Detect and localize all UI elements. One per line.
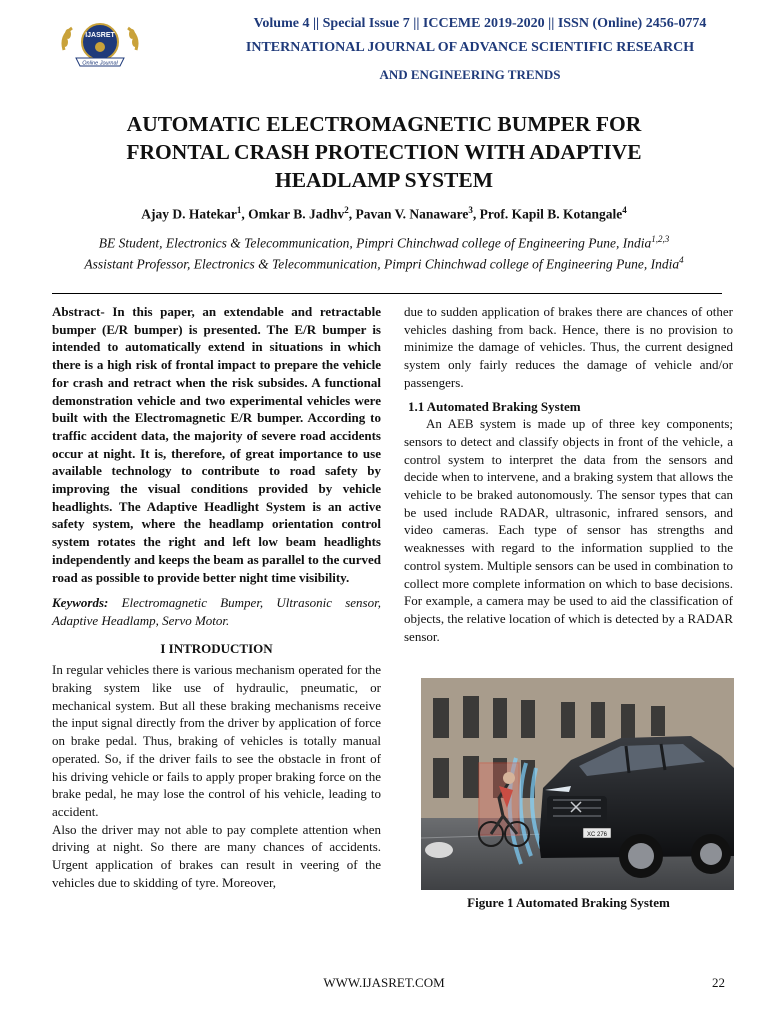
license-plate-text: XC 276 bbox=[586, 832, 608, 838]
author-name: Prof. Kapil B. Kotangale bbox=[479, 206, 623, 222]
affiliation-1-text: BE Student, Electronics & Telecommunication, Pimpri Chinchwad college of Engineering Pune, India bbox=[98, 235, 652, 251]
author-sup: 2 bbox=[344, 205, 349, 215]
author-sup: 4 bbox=[622, 205, 627, 215]
continued-paragraph: due to sudden application of brakes there are chances of other vehicles dashing from back. Hence, there is no provision to minimize the damage of vehicles. Thus, the current designed system only fairly reduces the damage of vehicle and/or passengers. bbox=[404, 304, 733, 390]
journal-logo bbox=[56, 20, 144, 70]
author-sup: 3 bbox=[468, 205, 473, 215]
volume-line: Volume 4 || Special Issue 7 || ICCEME 2019-2020 || ISSN (Online) 2456-0774 bbox=[253, 16, 707, 31]
author-sup: 1 bbox=[236, 205, 242, 215]
affiliations bbox=[50, 231, 718, 272]
header-rule bbox=[52, 293, 722, 294]
figure-caption: Figure 1 Automated Braking System bbox=[467, 895, 670, 910]
author-name: Ajay D. Hatekar bbox=[141, 206, 237, 222]
journal-name-line1: INTERNATIONAL JOURNAL OF ADVANCE SCIENTIFIC RESEARCH bbox=[245, 40, 695, 55]
author-separator: , bbox=[348, 206, 356, 222]
logo-text: IJASRET bbox=[85, 32, 115, 39]
keywords bbox=[52, 594, 381, 629]
logo-ribbon-text: Online Journal bbox=[82, 60, 118, 67]
intro-paragraph-1: In regular vehicles there is various mechanism operated for the braking system like use of hydraulic, pneumatic, or mechanical system. But all these braking mechanisms receive the input signal directly from the driver by application of force on brake pedal. Thus, braking of vehicles is totally manual operated. So, if the driver fails to see the obstacle in front of his driving vehicle or fails to apply proper braking force on the brake pedal, he may lose the control of his vehicle, leading to accident. bbox=[52, 662, 381, 819]
page-number: 22 bbox=[712, 975, 725, 990]
abstract: Abstract- In this paper, an extendable and retractable bumper (E/R bumper) is presented. The E/R bumper is intended to automatically extend in situations in which there is a high risk of frontal impact to prepare the vehicle for crash and retract when the risk subsides. A functional demonstration vehicle and two experimental vehicles were built with the Electromagnetic E/R bumper. According to traffic accident data, the majority of severe road accidents occur at night. It is, therefore, of great importance to use available technology to contribute to road safety by improving the visual conditions provided by vehicle headlights. The Adaptive Headlight System is an active safety system, where the headlamp orientation control system rotates the right and left low beam headlights independently and keeps the beam as parallel to the curved road as possible to provide better night time visibility. bbox=[52, 304, 381, 585]
affiliation-2-text: Assistant Professor, Electronics & Telecommunication, Pimpri Chinchwad college of Engineering Pune, India bbox=[84, 256, 680, 271]
keywords-text: Electromagnetic Bumper, Ultrasonic sensor, Adaptive Headlamp, Servo Motor. bbox=[52, 595, 381, 628]
left-column bbox=[52, 303, 381, 892]
affiliation-1-sup: 1,2,3 bbox=[651, 234, 670, 244]
section-heading-introduction: I INTRODUCTION bbox=[160, 640, 273, 656]
paper-title bbox=[60, 110, 708, 194]
journal-name-line2: AND ENGINEERING TRENDS bbox=[379, 67, 561, 82]
affiliation-2-sup: 4 bbox=[679, 254, 684, 265]
affiliation-2 bbox=[50, 252, 718, 273]
author-name: Pavan V. Nanaware bbox=[355, 206, 469, 222]
author-name: Omkar B. Jadhv bbox=[248, 206, 345, 222]
figure-automated-braking bbox=[421, 678, 734, 890]
author-separator: , bbox=[472, 206, 480, 222]
affiliation-1 bbox=[50, 231, 718, 252]
author-separator: , bbox=[241, 206, 249, 222]
title-line-1: AUTOMATIC ELECTROMAGNETIC BUMPER FOR bbox=[126, 112, 642, 136]
keywords-label: Keywords: bbox=[52, 595, 109, 611]
footer-url: WWW.IJASRET.COM bbox=[323, 975, 445, 990]
subsection-heading: 1.1 Automated Braking System bbox=[408, 398, 581, 414]
intro-paragraph-2: Also the driver may not able to pay complete attention when driving at night. So there are many chances of accidents. Urgent application of brakes can result in veering of the vehicles due to skidding of tyre. Moreover, bbox=[52, 821, 381, 890]
title-line-3: HEADLAMP SYSTEM bbox=[274, 168, 493, 192]
title-line-2: FRONTAL CRASH PROTECTION WITH ADAPTIVE bbox=[126, 140, 642, 164]
aeb-paragraph: An AEB system is made up of three key components; sensors to detect and classify objects in front of the vehicle, a control system to interpret the data from the sensors and decide when to intervene, and a braking system that allows the vehicle to be braked autonomously. The sensor types that can be used include RADAR, ultrasonic, infrared sensors, and video cameras. Each type of sensor has strengths and weaknesses with regard to the information supplied to the control system. Multiple sensors can be used in combination to collect more complete information on which to base decisions. For example, a camera may be used to aid the classification of objects, the relative location of which is detected by a RADAR sensor. bbox=[404, 416, 733, 644]
author-list bbox=[50, 205, 718, 223]
right-column bbox=[404, 303, 733, 645]
